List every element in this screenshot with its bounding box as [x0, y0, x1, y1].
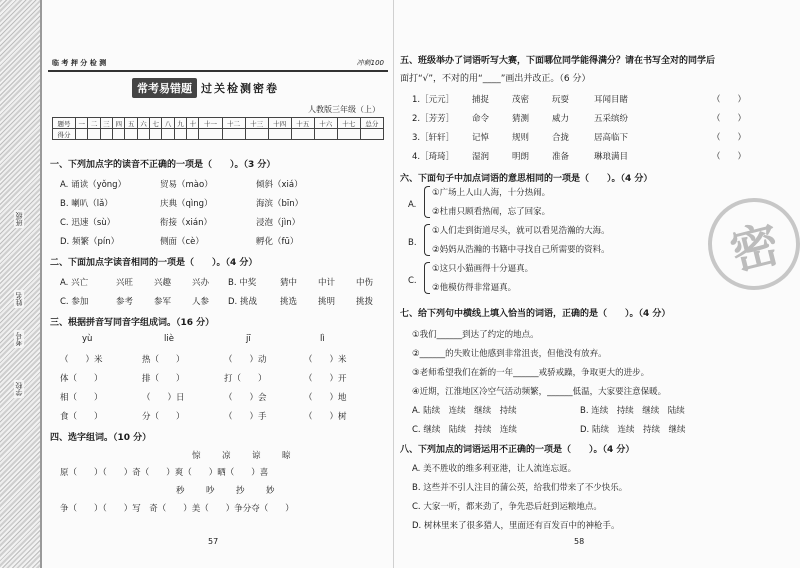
q5-answer-box[interactable]: （ ）: [712, 114, 747, 124]
header-rule: [48, 70, 388, 72]
q3-blank[interactable]: （ ）日: [142, 393, 185, 403]
score-input-cell[interactable]: [245, 129, 268, 140]
q3-pinyin: yù: [82, 334, 93, 344]
q2-word: 参军: [154, 297, 172, 307]
score-row-label: 得分: [53, 129, 76, 140]
q1-option: 侧面（cè）: [160, 237, 204, 247]
q7-sentence: ③老师希望我们在新的一年______戒骄戒躁，争取更大的进步。: [412, 368, 650, 378]
score-input-cell[interactable]: [125, 129, 137, 140]
q3-blank[interactable]: （ ）地: [304, 393, 347, 403]
q6-brace: [424, 262, 430, 294]
q4-char: 谅: [252, 451, 261, 461]
q5-student: 3.［轩轩］: [412, 133, 455, 143]
q6-option-label: A.: [408, 200, 417, 210]
q6-option-label: C.: [408, 276, 417, 286]
q3-pinyin: lì: [320, 334, 325, 344]
q6-sentence: ②他模仿得非常逼真。: [432, 283, 517, 293]
score-cell: 三: [100, 118, 112, 129]
q4-char: 凉: [222, 451, 231, 461]
q4-row[interactable]: 原（ ）（ ）奇（ ）爽（ ）晒（ ）喜: [60, 468, 269, 478]
q7-option[interactable]: B. 连续 持续 继续 陆续: [580, 406, 685, 416]
q5-word: 居高临下: [594, 133, 629, 143]
q1-option: 庆典（qìng）: [160, 199, 213, 209]
score-cell: 五: [125, 118, 137, 129]
score-input-cell[interactable]: [314, 129, 337, 140]
q6-sentence: ②杜甫只顾看热闹，忘了回家。: [432, 207, 551, 217]
q4-char: 妙: [266, 486, 275, 496]
q8-option[interactable]: D. 树林里来了很多猎人，里面还有百发百中的神枪手。: [412, 521, 620, 531]
title-text: 过关检测密卷: [201, 82, 279, 95]
q7-sentence: ④近期，江淮地区冷空气活动频繁，______低温，大家要注意保暖。: [412, 387, 667, 397]
q3-blank[interactable]: （ ）手: [224, 412, 267, 422]
q5-word: 命令: [472, 114, 490, 124]
q2-word: A. 兴亡: [60, 278, 89, 288]
score-cell: 十五: [291, 118, 314, 129]
q2-word: 兴趣: [154, 278, 172, 288]
q2-word: 中计: [318, 278, 336, 288]
binding-field-name: 姓名: [15, 292, 23, 306]
score-cell: 九: [174, 118, 186, 129]
q5-title-cont: 面打“√”，不对的用“____”画出并改正。（6 分）: [400, 74, 591, 84]
q1-option: 贸易（mào）: [160, 180, 213, 190]
q4-char: 晾: [282, 451, 291, 461]
score-input-cell[interactable]: [150, 129, 162, 140]
q3-blank[interactable]: （ ）米: [304, 355, 347, 365]
q3-pinyin: liè: [164, 334, 174, 344]
binding-field-school: 学校: [15, 382, 23, 396]
q2-word: D. 挑战: [228, 297, 257, 307]
q2-word: 挑拨: [356, 297, 374, 307]
q8-title: 八、下列加点的词语运用不正确的一项是（ ）。（4 分）: [400, 445, 635, 455]
q5-word: 湿润: [472, 152, 490, 162]
q3-pinyin: jī: [246, 334, 251, 344]
q2-word: 猜中: [280, 278, 298, 288]
q3-blank[interactable]: 分（ ）: [142, 412, 185, 422]
q1-option: D. 频繁（pín）: [60, 237, 120, 247]
q6-title: 六、下面句子中加点词语的意思相同的一项是（ ）。（4 分）: [400, 174, 653, 184]
q2-word: 人参: [192, 297, 210, 307]
score-cell: 四: [113, 118, 125, 129]
q2-title: 二、下面加点字读音相同的一项是（ ）。（4 分）: [50, 258, 258, 268]
q6-sentence: ①这只小猫画得十分逼真。: [432, 264, 534, 274]
score-cell: 总分: [360, 118, 383, 129]
q5-student: 2.［芳芳］: [412, 114, 455, 124]
q1-title: 一、下列加点字的读音不正确的一项是（ ）。（3 分）: [50, 160, 276, 170]
q8-option[interactable]: B. 这些并不引人注目的蒲公英，给我们带来了不少快乐。: [412, 483, 628, 493]
score-input-cell[interactable]: [137, 129, 149, 140]
q1-option: B. 喇叭（lǎ）: [60, 199, 113, 209]
q7-option[interactable]: D. 陆续 连续 持续 继续: [580, 425, 686, 435]
score-input-cell[interactable]: [360, 129, 383, 140]
q5-word: 捕捉: [472, 95, 490, 105]
q6-option-label: B.: [408, 238, 417, 248]
q5-word: 玩耍: [552, 95, 570, 105]
score-cell: 二: [88, 118, 100, 129]
series-label: 临 考 押 分 检 测: [52, 59, 107, 67]
score-table-score-row: [53, 129, 384, 140]
q4-char: 秒: [176, 486, 185, 496]
brand-label: 冲刺100: [356, 59, 384, 67]
q1-option: 海滨（bīn）: [256, 199, 304, 209]
q1-option: C. 迅速（sù）: [60, 218, 116, 228]
q4-row[interactable]: 争（ ）（ ）写 奇（ ）美（ ）争分夺（ ）: [60, 504, 294, 514]
q5-word: 准备: [552, 152, 570, 162]
q2-word: 挑选: [280, 297, 298, 307]
binding-field-exam-number: 考号: [15, 332, 23, 346]
q1-option: 孵化（fū）: [256, 237, 299, 247]
score-input-cell[interactable]: [100, 129, 112, 140]
q2-word: 中伤: [356, 278, 374, 288]
title-badge: 常考易错题: [132, 78, 197, 98]
score-cell: 七: [150, 118, 162, 129]
q6-brace: [424, 224, 430, 256]
q5-word: 耳闻目睹: [594, 95, 629, 105]
q3-blank[interactable]: （ ）开: [304, 374, 347, 384]
score-input-cell[interactable]: [222, 129, 245, 140]
q3-blank[interactable]: 热（ ）: [142, 355, 185, 365]
q5-word: 琳琅满目: [594, 152, 629, 162]
score-cell: 一: [76, 118, 88, 129]
score-cell: 十一: [199, 118, 222, 129]
q7-sentence: ②______的失败让他感到非常沮丧，但他没有放弃。: [412, 349, 607, 359]
q3-blank[interactable]: （ ）树: [304, 412, 347, 422]
score-cell: 六: [137, 118, 149, 129]
q3-blank[interactable]: 食（ ）: [60, 412, 103, 422]
q5-word: 茂密: [512, 95, 530, 105]
q5-word: 合拢: [552, 133, 570, 143]
q3-blank[interactable]: 排（ ）: [142, 374, 185, 384]
score-cell: 十二: [222, 118, 245, 129]
score-input-cell[interactable]: [113, 129, 125, 140]
q4-char: 惊: [192, 451, 201, 461]
q8-option[interactable]: C. 大家一听，都来劲了，争先恐后赶到运粮地点。: [412, 502, 602, 512]
q2-word: 挑明: [318, 297, 336, 307]
q3-blank[interactable]: 体（ ）: [60, 374, 103, 384]
score-cell: 十六: [314, 118, 337, 129]
q5-answer-box[interactable]: （ ）: [712, 133, 747, 143]
page-number-right: 58: [574, 537, 585, 546]
q3-blank[interactable]: （ ）动: [224, 355, 267, 365]
score-cell: 十: [187, 118, 199, 129]
q1-option: 浸泡（jìn）: [256, 218, 301, 228]
q2-word: 兴旺: [116, 278, 134, 288]
score-table: [52, 117, 384, 140]
q2-word: C. 参加: [60, 297, 89, 307]
q5-word: 五采缤纷: [594, 114, 629, 124]
binding-field-class: 班级: [15, 212, 23, 226]
q5-answer-box[interactable]: （ ）: [712, 95, 747, 105]
q5-word: 猜测: [512, 114, 530, 124]
edition-label: 人教版三年级（上）: [308, 105, 380, 114]
q4-char: 抄: [236, 486, 245, 496]
q3-blank[interactable]: （ ）米: [60, 355, 103, 365]
score-input-cell[interactable]: [268, 129, 291, 140]
q1-option: A. 诵读（yǒng）: [60, 180, 127, 190]
q8-option[interactable]: A. 美不胜收的维多利亚港，让人流连忘返。: [412, 464, 577, 474]
q5-student: 4.［琦琦］: [412, 152, 455, 162]
q2-word: 兴办: [192, 278, 210, 288]
page-number-left: 57: [208, 537, 219, 546]
q5-title: 五、班级举办了词语听写大赛，下面哪位同学能得满分？请在书写全对的同学后: [400, 56, 716, 66]
q6-sentence: ①人们走到街道尽头，就可以看见浩瀚的大海。: [432, 226, 610, 236]
score-table-header-row: [53, 118, 384, 129]
q5-word: 威力: [552, 114, 570, 124]
score-cell: 十三: [245, 118, 268, 129]
q6-sentence: ②妈妈从浩瀚的书籍中寻找自己所需要的资料。: [432, 245, 610, 255]
score-cell: 题号: [53, 118, 76, 129]
q3-blank[interactable]: （ ）会: [224, 393, 267, 403]
q3-blank[interactable]: 打（ ）: [224, 374, 267, 384]
q5-student: 1.［元元］: [412, 95, 455, 105]
q2-word: 参考: [116, 297, 134, 307]
q3-title: 三、根据拼音写同音字组成词。（16 分）: [50, 318, 215, 328]
score-input-cell[interactable]: [88, 129, 100, 140]
score-input-cell[interactable]: [187, 129, 199, 140]
q3-blank[interactable]: 相（ ）: [60, 393, 103, 403]
q6-brace: [424, 186, 430, 218]
score-input-cell[interactable]: [162, 129, 174, 140]
score-input-cell[interactable]: [337, 129, 360, 140]
q7-option[interactable]: C. 继续 陆续 持续 连续: [412, 425, 517, 435]
q5-answer-box[interactable]: （ ）: [712, 152, 747, 162]
binding-strip: [0, 0, 40, 568]
q1-option: 倾斜（xiá）: [256, 180, 303, 190]
q7-title: 七、给下列句中横线上填入恰当的词语，正确的是（ ）。（4 分）: [400, 309, 671, 319]
score-input-cell[interactable]: [291, 129, 314, 140]
left-page: [42, 0, 394, 568]
score-cell: 十四: [268, 118, 291, 129]
q4-title: 四、选字组词。（10 分）: [50, 433, 152, 443]
score-cell: 八: [162, 118, 174, 129]
q2-word: B. 中奖: [228, 278, 257, 288]
score-input-cell[interactable]: [174, 129, 186, 140]
page-title: [132, 78, 279, 98]
score-cell: 十七: [337, 118, 360, 129]
q7-sentence: ①我们______到达了约定的地点。: [412, 330, 539, 340]
score-input-cell[interactable]: [199, 129, 222, 140]
score-input-cell[interactable]: [76, 129, 88, 140]
q5-word: 规则: [512, 133, 530, 143]
q6-sentence: ①广场上人山人海，十分热闹。: [432, 188, 551, 198]
stamp-char: 密: [725, 215, 786, 282]
q4-char: 吵: [206, 486, 215, 496]
q7-option[interactable]: A. 陆续 连续 继续 持续: [412, 406, 517, 416]
q1-option: 衔接（xián）: [160, 218, 212, 228]
q5-word: 明朗: [512, 152, 530, 162]
q5-word: 记悼: [472, 133, 490, 143]
